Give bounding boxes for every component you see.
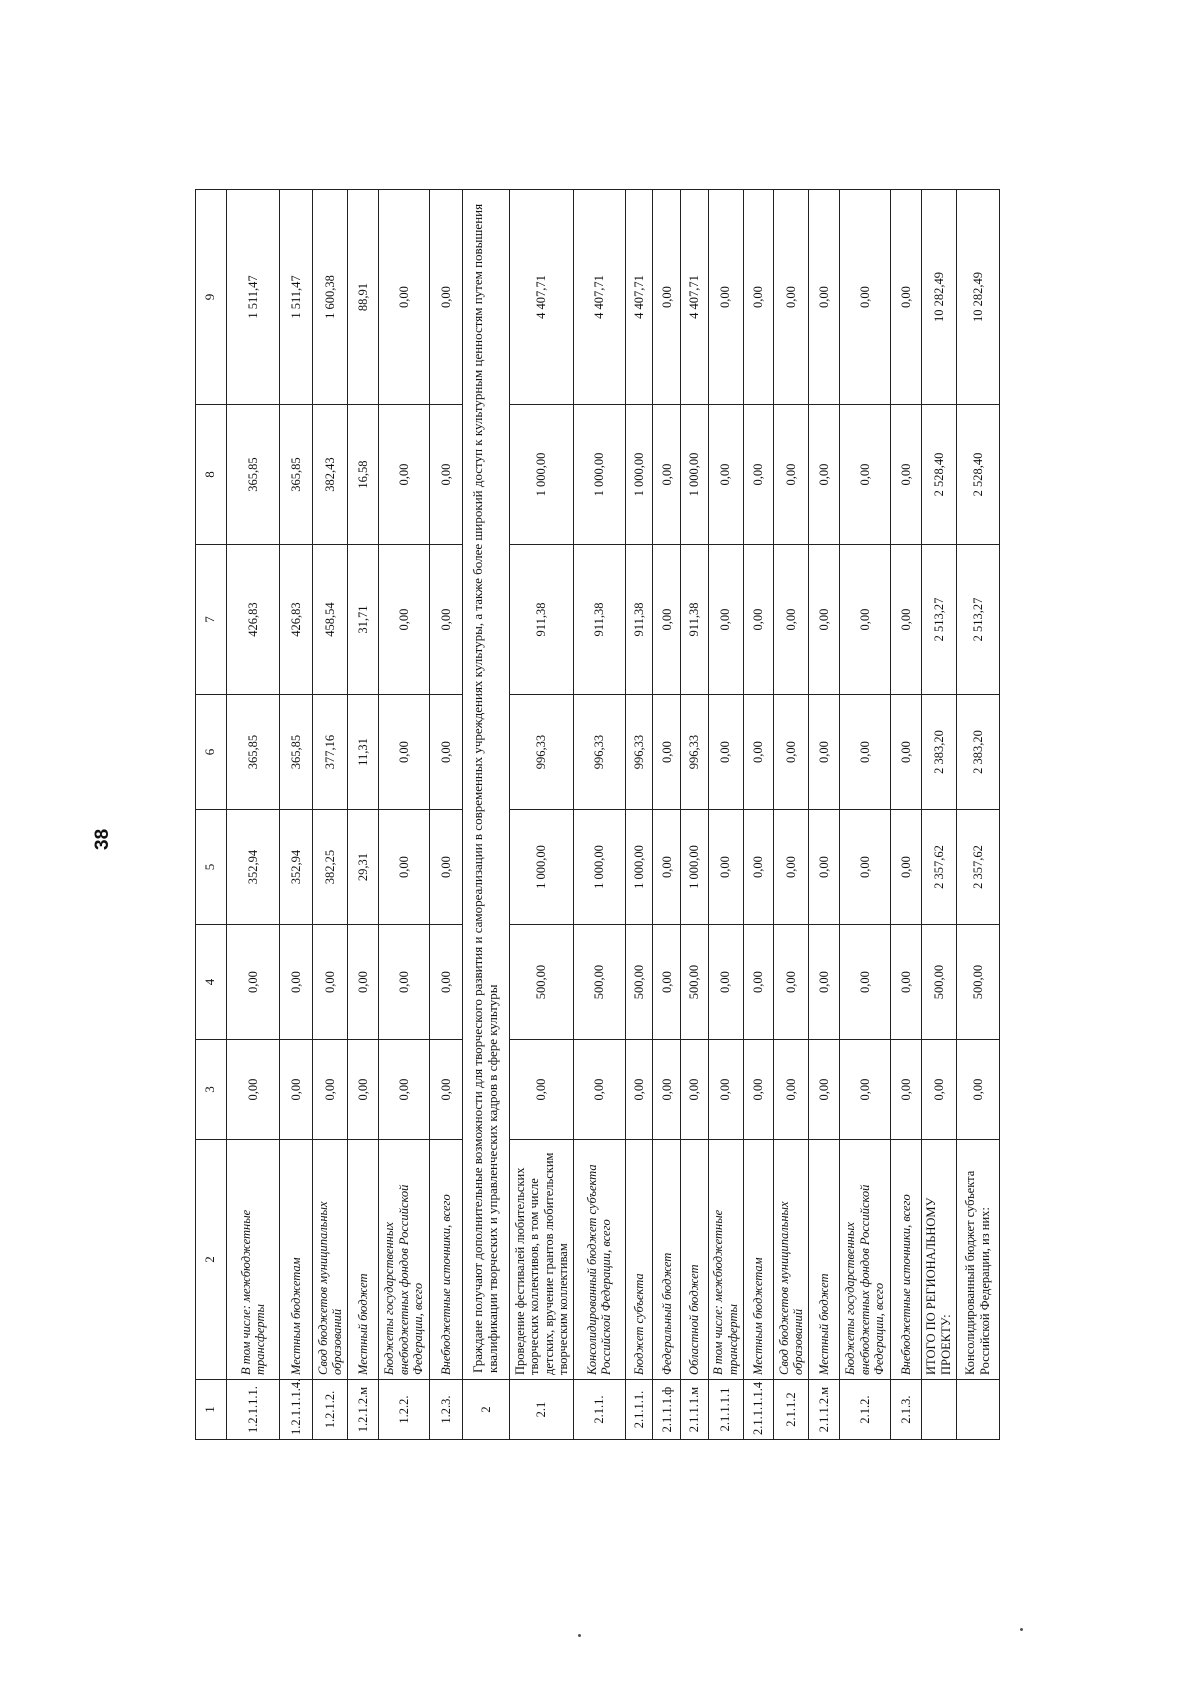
value-cell: 0,00 <box>774 190 809 405</box>
row-label: Областной бюджет <box>681 1140 709 1380</box>
value-cell: 0,00 <box>809 190 840 405</box>
value-cell: 0,00 <box>743 190 774 405</box>
value-cell: 1 511,47 <box>226 190 279 405</box>
value-cell: 1 000,00 <box>574 405 625 545</box>
value-cell: 31,71 <box>347 545 378 695</box>
value-cell: 4 407,71 <box>510 190 574 405</box>
value-cell: 0,00 <box>280 1040 313 1140</box>
row-number: 1.2.1.2.м <box>347 1380 378 1440</box>
value-cell: 0,00 <box>809 405 840 545</box>
value-cell: 0,00 <box>891 925 922 1040</box>
row-number: 2.1 <box>510 1380 574 1440</box>
value-cell: 0,00 <box>809 810 840 925</box>
header-cell: 1 <box>196 1380 227 1440</box>
table-row <box>708 190 743 1440</box>
value-cell: 0,00 <box>226 925 279 1040</box>
value-cell: 2 383,20 <box>956 695 999 810</box>
table-row <box>313 190 348 1440</box>
row-label: Бюджеты государственных внебюджетных фондов Российской Федерации, всего <box>378 1140 429 1380</box>
value-cell: 0,00 <box>378 695 429 810</box>
header-cell: 7 <box>196 545 227 695</box>
value-cell: 1 000,00 <box>625 810 653 925</box>
value-cell: 365,85 <box>226 695 279 810</box>
value-cell: 4 407,71 <box>625 190 653 405</box>
value-cell: 1 000,00 <box>681 810 709 925</box>
header-cell: 3 <box>196 1040 227 1140</box>
value-cell: 0,00 <box>708 695 743 810</box>
value-cell: 0,00 <box>774 925 809 1040</box>
table-row <box>510 190 574 1440</box>
value-cell: 500,00 <box>681 925 709 1040</box>
table-row <box>809 190 840 1440</box>
row-label: Местным бюджетам <box>743 1140 774 1380</box>
value-cell: 1 511,47 <box>280 190 313 405</box>
value-cell: 0,00 <box>280 925 313 1040</box>
scan-speck <box>1020 1628 1023 1631</box>
value-cell: 2 513,27 <box>956 545 999 695</box>
value-cell: 0,00 <box>226 1040 279 1140</box>
value-cell: 2 383,20 <box>921 695 956 810</box>
value-cell: 996,33 <box>510 695 574 810</box>
value-cell: 1 000,00 <box>681 405 709 545</box>
table-row <box>681 190 709 1440</box>
value-cell: 2 528,40 <box>921 405 956 545</box>
value-cell: 1 000,00 <box>510 405 574 545</box>
value-cell: 0,00 <box>653 810 681 925</box>
row-label: Бюджет субъекта <box>625 1140 653 1380</box>
value-cell: 0,00 <box>653 405 681 545</box>
value-cell: 0,00 <box>708 190 743 405</box>
value-cell: 0,00 <box>429 695 462 810</box>
table-body <box>196 190 1000 1440</box>
value-cell: 0,00 <box>653 695 681 810</box>
value-cell: 426,83 <box>226 545 279 695</box>
table-row <box>956 190 999 1440</box>
value-cell: 11,31 <box>347 695 378 810</box>
value-cell: 0,00 <box>839 695 890 810</box>
value-cell: 0,00 <box>891 810 922 925</box>
table-row <box>891 190 922 1440</box>
row-number: 2.1.1.1. <box>625 1380 653 1440</box>
row-label: Свод бюджетов муниципальных образований <box>313 1140 348 1380</box>
value-cell: 0,00 <box>429 405 462 545</box>
value-cell: 0,00 <box>708 545 743 695</box>
row-label: Свод бюджетов муниципальных образований <box>774 1140 809 1380</box>
value-cell: 500,00 <box>921 925 956 1040</box>
value-cell: 0,00 <box>921 1040 956 1140</box>
row-number: 2.1.1.1.ф <box>653 1380 681 1440</box>
value-cell: 0,00 <box>378 190 429 405</box>
value-cell: 10 282,49 <box>956 190 999 405</box>
budget-table-container <box>195 190 1000 1440</box>
value-cell: 0,00 <box>429 810 462 925</box>
row-number: 2.1.1.2 <box>774 1380 809 1440</box>
value-cell: 0,00 <box>891 190 922 405</box>
value-cell: 0,00 <box>653 1040 681 1140</box>
row-label: Консолидированный бюджет субъекта Российской Федерации, из них: <box>956 1140 999 1380</box>
value-cell: 911,38 <box>510 545 574 695</box>
value-cell: 0,00 <box>774 695 809 810</box>
value-cell: 365,85 <box>280 695 313 810</box>
value-cell: 0,00 <box>378 810 429 925</box>
value-cell: 911,38 <box>681 545 709 695</box>
row-number: 2.1.1.1.1.4 <box>743 1380 774 1440</box>
value-cell: 0,00 <box>774 1040 809 1140</box>
table-row <box>921 190 956 1440</box>
value-cell: 0,00 <box>891 695 922 810</box>
value-cell: 382,25 <box>313 810 348 925</box>
row-number <box>921 1380 956 1440</box>
value-cell: 0,00 <box>378 545 429 695</box>
value-cell: 4 407,71 <box>574 190 625 405</box>
value-cell: 0,00 <box>743 1040 774 1140</box>
value-cell: 2 513,27 <box>921 545 956 695</box>
value-cell: 0,00 <box>809 1040 840 1140</box>
value-cell: 0,00 <box>653 545 681 695</box>
value-cell: 29,31 <box>347 810 378 925</box>
row-label: Внебюджетные источники, всего <box>891 1140 922 1380</box>
value-cell: 0,00 <box>653 925 681 1040</box>
value-cell: 996,33 <box>574 695 625 810</box>
value-cell: 0,00 <box>708 925 743 1040</box>
value-cell: 0,00 <box>891 1040 922 1140</box>
value-cell: 458,54 <box>313 545 348 695</box>
row-label: Внебюджетные источники, всего <box>429 1140 462 1380</box>
value-cell: 0,00 <box>429 190 462 405</box>
row-number: 1.2.3. <box>429 1380 462 1440</box>
value-cell: 1 000,00 <box>510 810 574 925</box>
header-cell: 9 <box>196 190 227 405</box>
table-row <box>280 190 313 1440</box>
value-cell: 0,00 <box>774 810 809 925</box>
value-cell: 0,00 <box>839 925 890 1040</box>
value-cell: 1 000,00 <box>625 405 653 545</box>
value-cell: 10 282,49 <box>921 190 956 405</box>
row-number <box>956 1380 999 1440</box>
value-cell: 500,00 <box>510 925 574 1040</box>
header-cell: 5 <box>196 810 227 925</box>
row-number: 2.1.1. <box>574 1380 625 1440</box>
value-cell: 0,00 <box>891 545 922 695</box>
row-number: 2.1.1.1.1 <box>708 1380 743 1440</box>
header-cell: 8 <box>196 405 227 545</box>
row-label: Проведение фестивалей любительских творческих коллективов, в том числе детских, вручение грантов любительским творческим коллективам <box>510 1140 574 1380</box>
value-cell: 0,00 <box>378 925 429 1040</box>
value-cell: 0,00 <box>510 1040 574 1140</box>
value-cell: 0,00 <box>313 1040 348 1140</box>
value-cell: 2 528,40 <box>956 405 999 545</box>
value-cell: 0,00 <box>681 1040 709 1140</box>
header-row <box>196 190 227 1440</box>
value-cell: 0,00 <box>378 405 429 545</box>
value-cell: 88,91 <box>347 190 378 405</box>
value-cell: 352,94 <box>226 810 279 925</box>
value-cell: 0,00 <box>708 1040 743 1140</box>
value-cell: 365,85 <box>226 405 279 545</box>
row-number: 1.2.1.1.1. <box>226 1380 279 1440</box>
table-row <box>625 190 653 1440</box>
row-label: Местный бюджет <box>809 1140 840 1380</box>
table-row <box>378 190 429 1440</box>
row-number: 2.1.1.2.м <box>809 1380 840 1440</box>
value-cell: 1 600,38 <box>313 190 348 405</box>
value-cell: 4 407,71 <box>681 190 709 405</box>
row-label: ИТОГО ПО РЕГИОНАЛЬНОМУ ПРОЕКТУ: <box>921 1140 956 1380</box>
value-cell: 0,00 <box>809 925 840 1040</box>
value-cell: 2 357,62 <box>921 810 956 925</box>
row-number: 2.1.2. <box>839 1380 890 1440</box>
header-cell: 4 <box>196 925 227 1040</box>
header-cell: 6 <box>196 695 227 810</box>
value-cell: 0,00 <box>347 925 378 1040</box>
value-cell: 426,83 <box>280 545 313 695</box>
value-cell: 16,58 <box>347 405 378 545</box>
goal-row <box>462 190 509 1440</box>
value-cell: 382,43 <box>313 405 348 545</box>
value-cell: 0,00 <box>839 810 890 925</box>
table-row <box>743 190 774 1440</box>
value-cell: 1 000,00 <box>574 810 625 925</box>
table-row <box>653 190 681 1440</box>
row-label: Консолидированный бюджет субъекта Российской Федерации, всего <box>574 1140 625 1380</box>
value-cell: 352,94 <box>280 810 313 925</box>
value-cell: 0,00 <box>743 810 774 925</box>
value-cell: 996,33 <box>625 695 653 810</box>
row-number: 1.2.1.1.1.4. <box>280 1380 313 1440</box>
value-cell: 0,00 <box>743 545 774 695</box>
value-cell: 0,00 <box>625 1040 653 1140</box>
page-number: 38 <box>92 828 113 850</box>
value-cell: 0,00 <box>653 190 681 405</box>
value-cell: 365,85 <box>280 405 313 545</box>
value-cell: 377,16 <box>313 695 348 810</box>
value-cell: 0,00 <box>839 1040 890 1140</box>
value-cell: 0,00 <box>708 810 743 925</box>
value-cell: 0,00 <box>743 405 774 545</box>
scan-speck <box>578 1634 581 1637</box>
value-cell: 0,00 <box>429 545 462 695</box>
row-label: Бюджеты государственных внебюджетных фондов Российской Федерации, всего <box>839 1140 890 1380</box>
value-cell: 0,00 <box>743 695 774 810</box>
value-cell: 996,33 <box>681 695 709 810</box>
value-cell: 0,00 <box>429 1040 462 1140</box>
budget-table <box>195 189 1000 1440</box>
value-cell: 0,00 <box>743 925 774 1040</box>
value-cell: 0,00 <box>809 545 840 695</box>
table-row <box>226 190 279 1440</box>
value-cell: 0,00 <box>774 405 809 545</box>
value-cell: 0,00 <box>809 695 840 810</box>
table-row <box>774 190 809 1440</box>
value-cell: 0,00 <box>774 545 809 695</box>
header-cell: 2 <box>196 1140 227 1380</box>
row-number: 2.1.1.1.м <box>681 1380 709 1440</box>
value-cell: 0,00 <box>891 405 922 545</box>
value-cell: 0,00 <box>708 405 743 545</box>
value-cell: 500,00 <box>574 925 625 1040</box>
value-cell: 911,38 <box>574 545 625 695</box>
row-label: В том числе: межбюджетные трансферты <box>708 1140 743 1380</box>
goal-text: Граждане получают дополнительные возможности для творческого развития и самореализации в современных учреждениях культуры, а также более широкий доступ к культурным ценностям путем повышения квалификации творческих и управленческих кадров в сфере культуры <box>462 190 509 1380</box>
value-cell: 0,00 <box>839 405 890 545</box>
goal-number: 2 <box>462 1380 509 1440</box>
row-label: Федеральный бюджет <box>653 1140 681 1380</box>
value-cell: 0,00 <box>839 545 890 695</box>
value-cell: 0,00 <box>574 1040 625 1140</box>
value-cell: 500,00 <box>956 925 999 1040</box>
row-number: 2.1.3. <box>891 1380 922 1440</box>
row-number: 1.2.2. <box>378 1380 429 1440</box>
value-cell: 911,38 <box>625 545 653 695</box>
value-cell: 500,00 <box>625 925 653 1040</box>
value-cell: 0,00 <box>429 925 462 1040</box>
value-cell: 0,00 <box>313 925 348 1040</box>
value-cell: 0,00 <box>956 1040 999 1140</box>
value-cell: 2 357,62 <box>956 810 999 925</box>
value-cell: 0,00 <box>378 1040 429 1140</box>
row-label: В том числе: межбюджетные трансферты <box>226 1140 279 1380</box>
row-label: Местный бюджет <box>347 1140 378 1380</box>
table-row <box>839 190 890 1440</box>
row-number: 1.2.1.2. <box>313 1380 348 1440</box>
value-cell: 0,00 <box>839 190 890 405</box>
table-row <box>347 190 378 1440</box>
table-row <box>574 190 625 1440</box>
row-label: Местным бюджетам <box>280 1140 313 1380</box>
value-cell: 0,00 <box>347 1040 378 1140</box>
table-row <box>429 190 462 1440</box>
